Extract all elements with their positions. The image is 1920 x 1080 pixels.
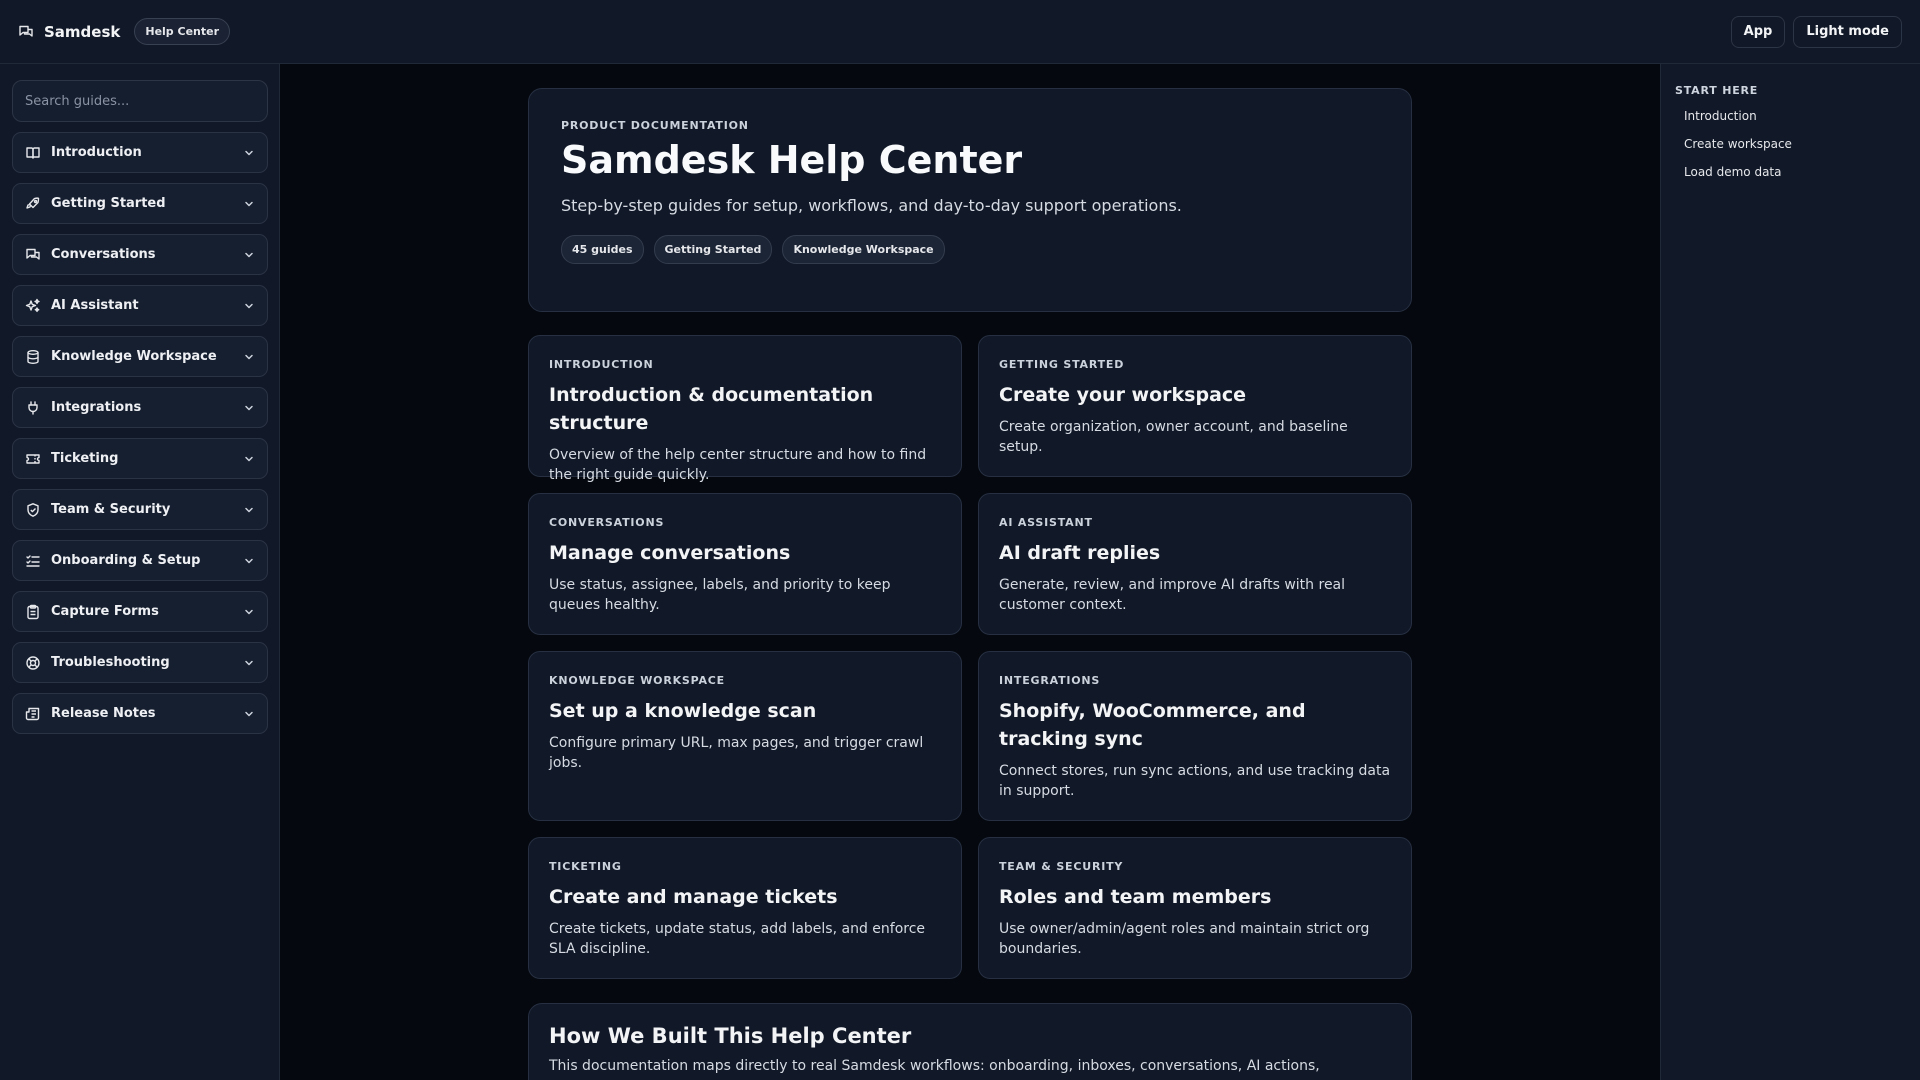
card-category: AI ASSISTANT [999, 516, 1093, 529]
tag-knowledge-workspace[interactable]: Knowledge Workspace [782, 235, 944, 264]
card-title: Shopify, WooCommerce, and tracking sync [999, 700, 1306, 750]
sidebar-item-conversations[interactable] [12, 234, 268, 275]
chevron-down-icon [243, 402, 255, 414]
guide-card-manage-conversations[interactable] [528, 493, 962, 635]
chevron-down-icon [243, 249, 255, 261]
card-category: KNOWLEDGE WORKSPACE [549, 674, 725, 687]
sidebar-item-label: Troubleshooting [51, 655, 170, 670]
chevron-down-icon [243, 555, 255, 567]
card-title: Introduction & documentation structure [549, 384, 874, 434]
card-description: Use status, assignee, labels, and priority to keep queues healthy. [549, 577, 891, 613]
help-center-badge: Help Center [134, 18, 230, 45]
hero-tags [561, 235, 1379, 264]
sidebar-item-troubleshooting[interactable] [12, 642, 268, 683]
hero-eyebrow: PRODUCT DOCUMENTATION [561, 119, 749, 132]
chevron-down-icon [243, 300, 255, 312]
ticket-icon [25, 451, 41, 467]
card-title: Roles and team members [999, 886, 1272, 908]
book-icon [25, 145, 41, 161]
card-description: Create organization, owner account, and baseline setup. [999, 419, 1348, 455]
guide-card-tracking-sync[interactable] [978, 651, 1412, 821]
card-title: Create and manage tickets [549, 886, 838, 908]
card-description: Configure primary URL, max pages, and trigger crawl jobs. [549, 735, 924, 771]
top-actions [1731, 16, 1902, 48]
chevron-down-icon [243, 657, 255, 669]
clipboard-icon [25, 604, 41, 620]
sidebar-item-ticketing[interactable] [12, 438, 268, 479]
card-description: Create tickets, update status, add labels, and enforce SLA discipline. [549, 921, 926, 957]
start-here-link-introduction[interactable]: Introduction [1684, 109, 1757, 123]
chevron-down-icon [243, 504, 255, 516]
chat-icon [25, 247, 41, 263]
sidebar-item-label: Release Notes [51, 706, 156, 721]
sidebar-item-integrations[interactable] [12, 387, 268, 428]
app-button[interactable]: App [1731, 16, 1786, 48]
guide-card-create-workspace[interactable] [978, 335, 1412, 477]
card-category: INTRODUCTION [549, 358, 654, 371]
chevron-down-icon [243, 147, 255, 159]
brand[interactable] [18, 23, 120, 41]
card-category: CONVERSATIONS [549, 516, 665, 529]
sidebar-item-getting-started[interactable] [12, 183, 268, 224]
sidebar-item-label: Capture Forms [51, 604, 159, 619]
card-title: AI draft replies [999, 542, 1161, 564]
section-title: How We Built This Help Center [549, 1024, 912, 1048]
start-here-link-load-demo-data[interactable]: Load demo data [1684, 165, 1782, 179]
search-input[interactable] [12, 80, 268, 122]
sidebar-item-label: Integrations [51, 400, 142, 415]
sidebar-item-introduction[interactable] [12, 132, 268, 173]
card-description: Connect stores, run sync actions, and use tracking data in support. [999, 763, 1391, 799]
hero-subtitle: Step-by-step guides for setup, workflows, and day-to-day support operations. [561, 196, 1182, 215]
chevron-down-icon [243, 453, 255, 465]
shield-icon [25, 502, 41, 518]
sidebar-item-label: Knowledge Workspace [51, 349, 217, 364]
sidebar-item-label: Introduction [51, 145, 142, 160]
lifebuoy-icon [25, 655, 41, 671]
card-title: Manage conversations [549, 542, 791, 564]
sidebar-item-knowledge-workspace[interactable] [12, 336, 268, 377]
card-category: TEAM & SECURITY [999, 860, 1124, 873]
guide-card-knowledge-scan[interactable] [528, 651, 962, 821]
sidebar-item-label: Conversations [51, 247, 156, 262]
sidebar-item-onboarding-setup[interactable] [12, 540, 268, 581]
sidebar-item-label: Onboarding & Setup [51, 553, 201, 568]
sidebar-item-team-security[interactable] [12, 489, 268, 530]
rocket-icon [25, 196, 41, 212]
checklist-icon [25, 553, 41, 569]
sidebar-item-release-notes[interactable] [12, 693, 268, 734]
start-here-links [1675, 109, 1906, 179]
hero-card [528, 88, 1412, 312]
sidebar-item-capture-forms[interactable] [12, 591, 268, 632]
card-title: Set up a knowledge scan [549, 700, 817, 722]
start-here-heading: START HERE [1675, 84, 1759, 97]
card-category: INTEGRATIONS [999, 674, 1101, 687]
newspaper-icon [25, 706, 41, 722]
database-icon [25, 349, 41, 365]
sidebar-nav [12, 132, 267, 734]
card-description: Overview of the help center structure and how to find the right guide quickly. [549, 447, 927, 483]
top-bar [0, 0, 1920, 64]
start-here-link-create-workspace[interactable]: Create workspace [1684, 137, 1792, 151]
tag-getting-started[interactable]: Getting Started [654, 235, 773, 264]
right-sidebar [1660, 64, 1920, 1080]
sidebar-item-ai-assistant[interactable] [12, 285, 268, 326]
guide-card-tickets[interactable] [528, 837, 962, 979]
how-we-built-section [528, 1003, 1412, 1080]
section-description: This documentation maps directly to real Samdesk workflows: onboarding, inboxes, conversations, AI actions, [549, 1058, 1320, 1074]
plug-icon [25, 400, 41, 416]
tag-guides-count: 45 guides [561, 235, 644, 264]
chevron-down-icon [243, 198, 255, 210]
card-category: GETTING STARTED [999, 358, 1125, 371]
main-content [281, 64, 1660, 1080]
card-title: Create your workspace [999, 384, 1247, 406]
page-title: Samdesk Help Center [561, 138, 1023, 182]
left-sidebar [0, 64, 280, 1080]
sidebar-item-label: Getting Started [51, 196, 166, 211]
card-description: Generate, review, and improve AI drafts with real customer context. [999, 577, 1346, 613]
brand-name: Samdesk [44, 22, 121, 41]
light-mode-button[interactable]: Light mode [1793, 16, 1902, 48]
sparkles-icon [25, 298, 41, 314]
sidebar-item-label: AI Assistant [51, 298, 139, 313]
chevron-down-icon [243, 708, 255, 720]
chat-bubbles-icon [18, 24, 34, 40]
chevron-down-icon [243, 351, 255, 363]
guide-card-roles-team[interactable] [978, 837, 1412, 979]
sidebar-item-label: Team & Security [51, 502, 171, 517]
chevron-down-icon [243, 606, 255, 618]
sidebar-item-label: Ticketing [51, 451, 119, 466]
card-category: TICKETING [549, 860, 622, 873]
guide-card-introduction[interactable] [528, 335, 962, 483]
guide-card-ai-draft-replies[interactable] [978, 493, 1412, 635]
card-description: Use owner/admin/agent roles and maintain strict org boundaries. [999, 921, 1370, 957]
